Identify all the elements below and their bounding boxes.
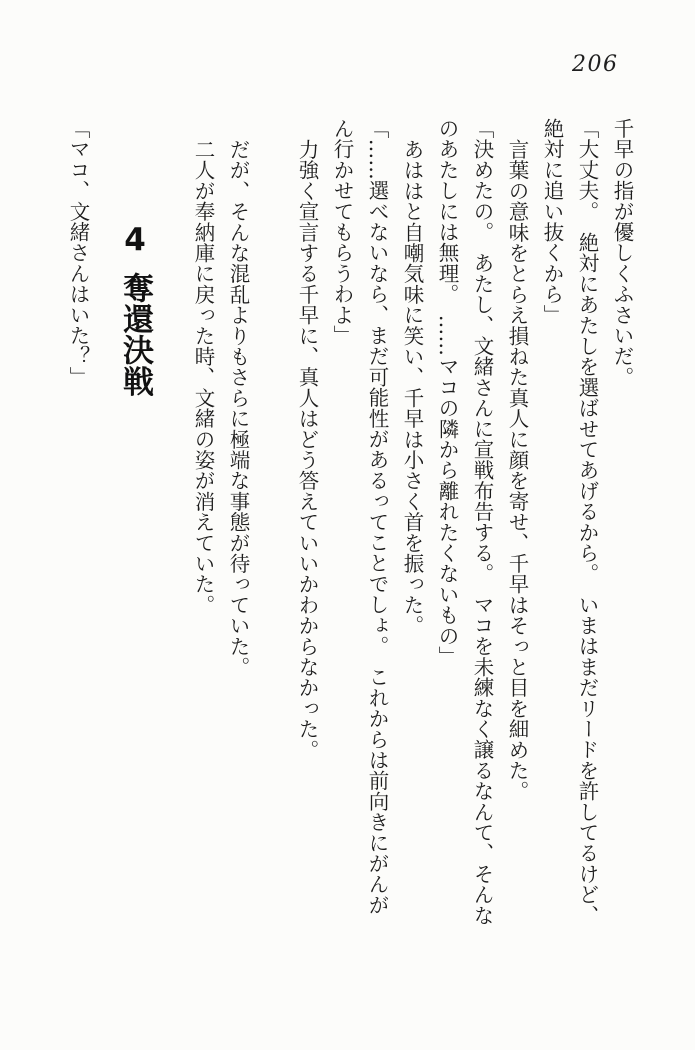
text-line-4: 言葉の意味をとらえ損ねた真人に顔を寄せ、千早はそっと目を細めた。 (505, 138, 529, 801)
text-line-5: 「決めたの。 あたし、文緒さんに宣戦布告する。 マコを未練なく譲るなんて、そんな (470, 118, 494, 926)
chapter-number: 4 (117, 222, 153, 259)
text-line-11: だが、そんな混乱よりもさらに極端な事態が待っていた。 (226, 138, 250, 677)
text-line-3: 絶対に追い抜くから」 (540, 118, 564, 325)
text-line-13: 「マコ、文緒さんはいた？」 (66, 118, 90, 388)
chapter-heading (109, 118, 161, 966)
text-line-7: あははと自嘲気味に笑い、千早は小さく首を振った。 (400, 138, 424, 636)
text-line-9: ん行かせてもらうわよ」 (330, 118, 354, 346)
text-line-8: 「……選べないなら、まだ可能性があるってことでしょ。 これからは前向きにがんが (365, 118, 389, 916)
text-line-2: 「大丈夫。 絶対にあたしを選ばせてあげるから。 いまはまだリードを許してるけど、 (575, 118, 599, 926)
vertical-text-block (55, 118, 639, 966)
text-line-1: 千早の指が優しくふさいだ。 (610, 118, 634, 388)
text-line-6: のあたしには無理。 ……マコの隣から離れたくないもの」 (435, 118, 459, 667)
text-line-10: 力強く宣言する千早に、真人はどう答えていいかわからなかった。 (295, 138, 319, 760)
text-line-12: 二人が奉納庫に戻った時、文緒の姿が消えていた。 (191, 138, 215, 615)
page-number: 206 (572, 52, 619, 77)
chapter-title: 奪還決戦 (117, 272, 153, 398)
